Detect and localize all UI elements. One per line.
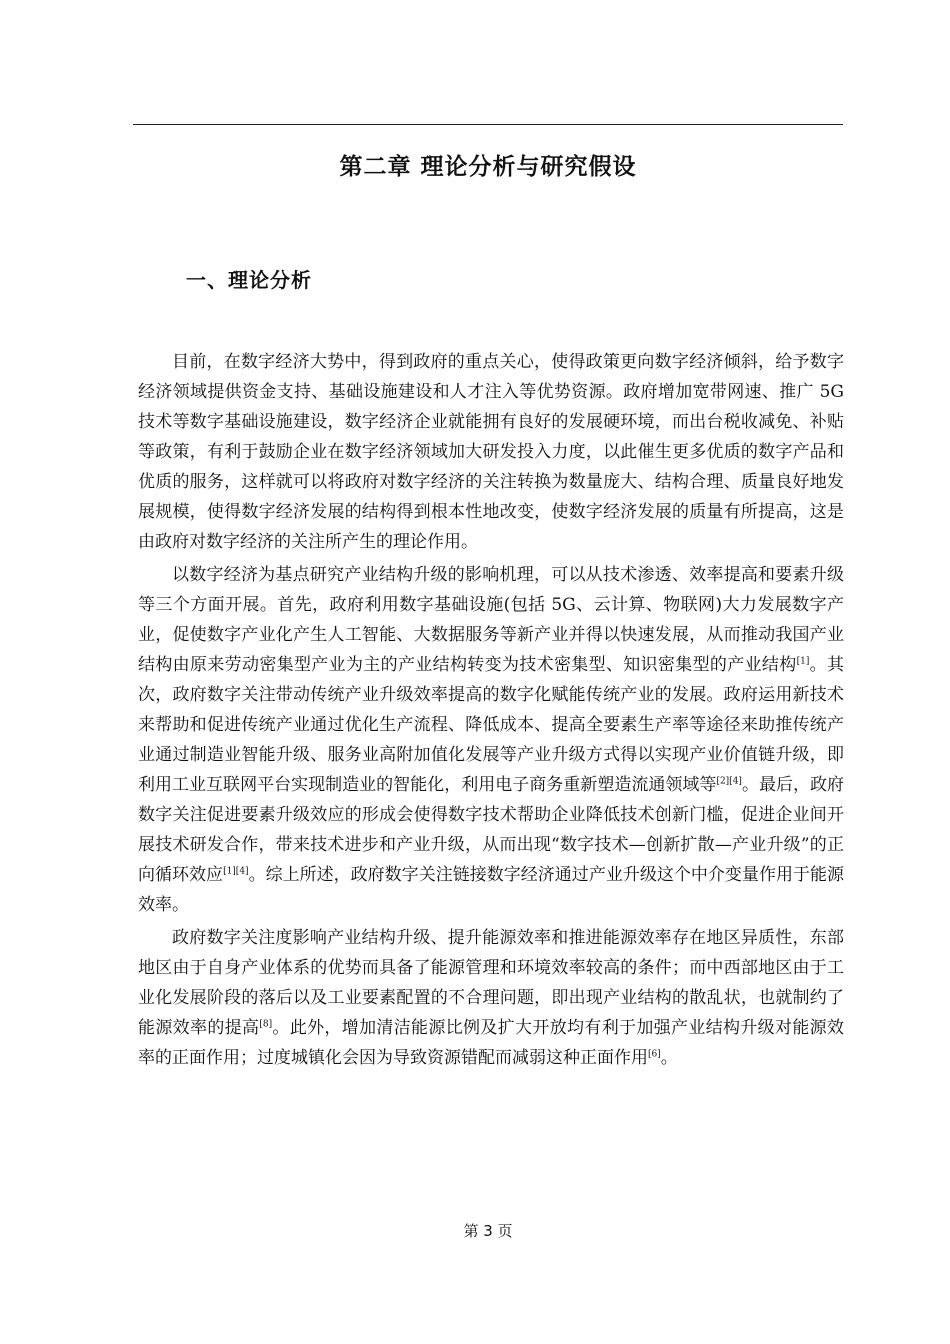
paragraph-3-text: 。 (660, 1048, 678, 1068)
body-text (138, 347, 844, 1076)
paragraph-2-text: 。综上所述，政府数字关注链接数字经济通过产业升级这个中介变量作用于能源效率。 (138, 865, 844, 915)
paragraph-3 (138, 923, 844, 1073)
section-title: 一、理论分析 (186, 268, 312, 292)
paragraph-2 (138, 560, 844, 920)
paragraph-2-text: 以数字经济为基点研究产业结构升级的影响机理，可以从技术渗透、效率提高和要素升级等三个方面开展。首先，政府利用数字基础设施(包括 5G、云计算、物联网)大力发展数字产业，促使数字产业化产生人工智能、大数据服务等新产业并得以快速发展，从而推动我国产业结构由原来劳动密集型产业为主的产业结构转变为技术密集型、知识密集型的产业结构 (138, 565, 844, 675)
paragraph-3-text: 。此外，增加清洁能源比例及扩大开放均有利于加强产业结构升级对能源效率的正面作用；过度城镇化会因为导致资源错配而减弱这种正面作用 (138, 1018, 845, 1068)
header-rule (133, 124, 843, 125)
paragraph-3-text: 政府数字关注度影响产业结构升级、提升能源效率和推进能源效率存在地区异质性，东部地区由于自身产业体系的优势而具备了能源管理和环境效率较高的条件；而中西部地区由于工业化发展阶段的落后以及工业要素配置的不合理问题，即出现产业结构的散乱状，也就制约了能源效率的提高 (138, 928, 844, 1038)
citation-ref[interactable]: [2][4] (716, 776, 742, 787)
citation-ref[interactable]: [1] (796, 656, 810, 667)
paragraph-1-text: 目前，在数字经济大势中，得到政府的重点关心，使得政策更向数字经济倾斜，给予数字经济领域提供资金支持、基础设施建设和人才注入等优势资源。政府增加宽带网速、推广 5G 技术等数字基础设施建设，数字经济企业就能拥有良好的发展硬环境，而出台税收减免、补贴等政策，有利于鼓励企业在数字经济领域加大研发投入力度，以此催生更多优质的数字产品和优质的服务，这样就可以将政府对数字经济的关注转换为数量庞大、结构合理、质量良好地发展规模，使得数字经济发展的结构得到根本性地改变，使数字经济发展的质量有所提高，这是由政府对数字经济的关注所产生的理论作用。 (138, 352, 844, 552)
paragraph-1 (138, 347, 844, 557)
paragraph-2-text: 。其次，政府数字关注带动传统产业升级效率提高的数字化赋能传统产业的发展。政府运用新技术来帮助和促进传统产业通过优化生产流程、降低成本、提高全要素生产率等途径来助推传统产业通过制造业智能升级、服务业高附加值化发展等产业升级方式得以实现产业价值链升级，即利用工业互联网平台实现制造业的智能化，利用电子商务重新塑造流通领域等 (138, 655, 845, 795)
citation-ref[interactable]: [8] (259, 1019, 273, 1030)
citation-ref[interactable]: [1][4] (223, 866, 249, 877)
citation-ref[interactable]: [6] (648, 1049, 661, 1060)
chapter-title: 第二章 理论分析与研究假设 (339, 154, 637, 180)
page-number: 第 3 页 (463, 1222, 513, 1240)
paragraph-2-text: 。最后，政府数字关注促进要素升级效应的形成会使得数字技术帮助企业降低技术创新门槛，促进企业间开展技术研发合作，带来技术进步和产业升级，从而出现“数字技术—创新扩散—产业升级”的正向循环效应 (138, 775, 845, 885)
